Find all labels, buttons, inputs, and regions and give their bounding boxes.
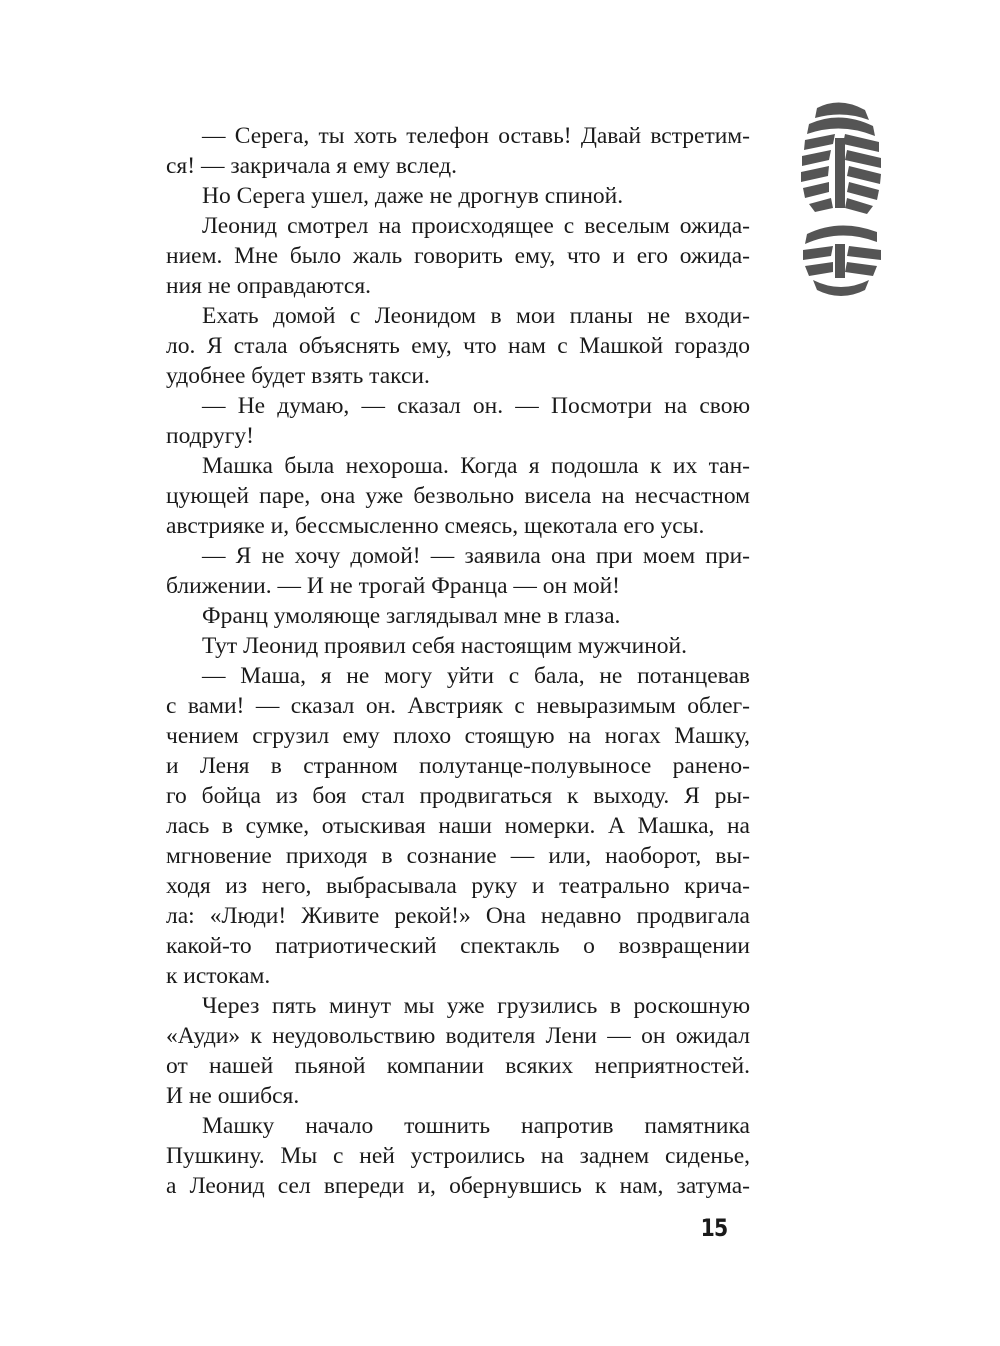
text-line: ло. Я стала объяснять ему, что нам с Машкой гораздо [166, 333, 750, 359]
text-line: Ехать домой с Леонидом в мои планы не входи- [202, 303, 750, 329]
text-line: ходя из него, выбрасывала руку и театрально крича- [166, 873, 750, 899]
text-line: И не ошибся. [166, 1083, 300, 1109]
text-line: а Леонид сел впереди и, обернувшись к нам, затума- [166, 1173, 750, 1199]
text-line: «Ауди» к неудовольствию водителя Лени — он ожидал [166, 1023, 750, 1049]
text-line: чением сгрузил ему плохо стоящую на ногах Машку, [166, 723, 750, 749]
text-line: австрияке и, бессмысленно смеясь, щекотала его усы. [166, 513, 705, 539]
text-line: — Не думаю, — сказал он. — Посмотри на свою [202, 393, 750, 419]
text-line: Машку начало тошнить напротив памятника [202, 1113, 750, 1139]
bootprint-icon [795, 98, 885, 298]
text-line: — Серега, ты хоть телефон оставь! Давай встретим- [202, 123, 750, 149]
text-line: Пушкину. Мы с ней устроились на заднем сиденье, [166, 1143, 750, 1169]
text-line: Тут Леонид проявил себя настоящим мужчиной. [202, 633, 687, 659]
text-line: — Я не хочу домой! — заявила она при моем при- [202, 543, 750, 569]
text-line: Через пять минут мы уже грузились в роскошную [202, 993, 750, 1019]
text-line: цующей паре, она уже безвольно висела на несчастном [166, 483, 750, 509]
text-line: Франц умоляюще заглядывал мне в глаза. [202, 603, 621, 629]
text-line: от нашей пьяной компании всяких неприятностей. [166, 1053, 750, 1079]
text-line: удобнее будет взять такси. [166, 363, 430, 389]
text-line: ла: «Люди! Живите рекой!» Она недавно продвигала [166, 903, 750, 929]
body-text [166, 121, 750, 1201]
text-line: какой-то патриотический спектакль о возвращении [166, 933, 750, 959]
text-line: го бойца из боя стал продвигаться к выходу. Я ры- [166, 783, 750, 809]
text-line: ния не оправдаются. [166, 273, 372, 299]
text-line: подругу! [166, 423, 255, 449]
text-line: ближении. — И не трогай Франца — он мой! [166, 573, 620, 599]
text-line: нием. Мне было жаль говорить ему, что и его ожида- [166, 243, 750, 269]
text-line: с вами! — сказал он. Австрияк с невыразимым облег- [166, 693, 750, 719]
text-line: Леонид смотрел на происходящее с веселым ожида- [202, 213, 750, 239]
text-line: ся! — закричала я ему вслед. [166, 153, 457, 179]
text-line: и Леня в странном полутанце-полувыносе ранено- [166, 753, 750, 779]
page-number: 15 [700, 1214, 728, 1242]
text-line: к истокам. [166, 963, 271, 989]
text-line: лась в сумке, отыскивая наши номерки. А Машка, на [166, 813, 750, 839]
text-line: мгновение приходя в сознание — или, наоборот, вы- [166, 843, 750, 869]
text-line: Машка была нехороша. Когда я подошла к их тан- [202, 453, 750, 479]
text-line: Но Серега ушел, даже не дрогнув спиной. [202, 183, 624, 209]
text-line: — Маша, я не могу уйти с бала, не потанцевав [202, 663, 750, 689]
